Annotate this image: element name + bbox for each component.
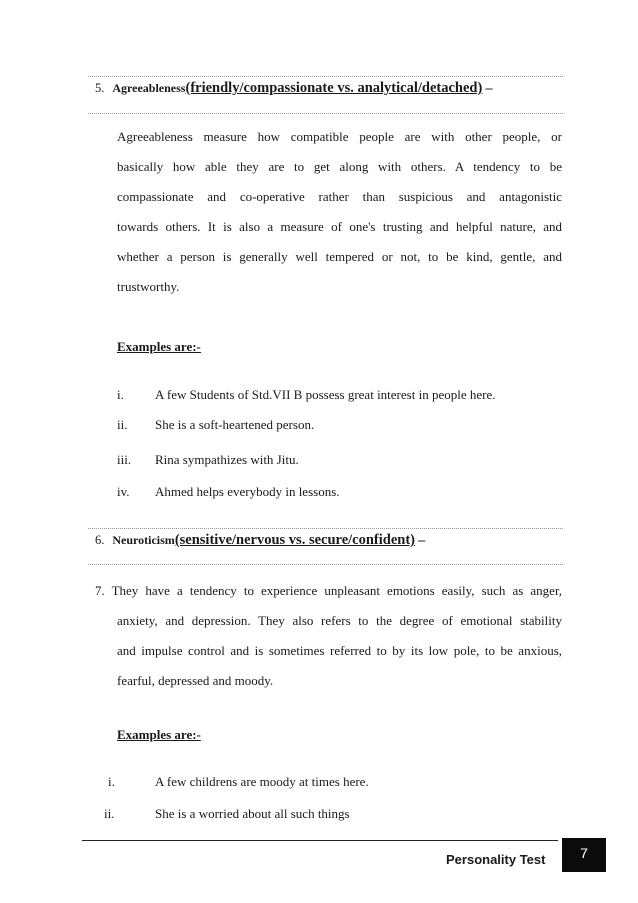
footer-title: Personality Test: [446, 852, 546, 867]
paragraph-line: fearful, depressed and moody.: [117, 673, 274, 688]
example-text: Ahmed helps everybody in lessons.: [155, 484, 340, 499]
footer-rule: [82, 840, 558, 841]
section-6-dash: –: [418, 533, 426, 548]
section-7-examples-label: Examples are:-: [117, 727, 201, 742]
section-5-dash: –: [485, 81, 493, 96]
section-5-number: 5.: [95, 81, 105, 95]
paragraph-line: basically how able they are to get along with others. A tendency to be: [117, 159, 562, 174]
example-text: Rina sympathizes with Jitu.: [155, 452, 299, 467]
example-number: iv.: [117, 484, 130, 499]
section-7-number: 7.: [95, 583, 105, 598]
divider-top: [88, 76, 563, 77]
section-5-term: Agreeableness: [112, 81, 186, 95]
paragraph-line: anxiety, and depression. They also refers to the degree of emotional stability: [117, 613, 562, 628]
divider-above-6: [88, 528, 563, 529]
section-6-heading: [95, 532, 425, 549]
section-6-description: (sensitive/nervous vs. secure/confident): [174, 532, 415, 548]
section-7-paragraph: [95, 576, 562, 696]
section-5-examples-label: Examples are:-: [117, 339, 201, 354]
paragraph-line: towards others. It is also a measure of one's trusting and helpful nature, and: [117, 219, 562, 234]
page-number-badge: 7: [562, 838, 606, 872]
divider-under-5: [88, 113, 563, 114]
example-number: ii.: [104, 806, 115, 821]
paragraph-line: Agreeableness measure how compatible people are with other people, or: [117, 129, 562, 144]
section-6-number: 6.: [95, 533, 105, 547]
section-6-term: Neuroticism: [112, 533, 175, 547]
paragraph-line: 7. They have a tendency to experience unpleasant emotions easily, such as anger,: [95, 583, 562, 598]
example-number: i.: [117, 387, 124, 402]
paragraph-line: whether a person is generally well tempered or not, to be kind, gentle, and: [117, 249, 562, 264]
example-number: ii.: [117, 417, 128, 432]
divider-under-6: [88, 564, 563, 565]
example-text: She is a worried about all such things: [155, 806, 350, 821]
paragraph-line: trustworthy.: [117, 279, 180, 294]
paragraph-line: compassionate and co-operative rather than suspicious and antagonistic: [117, 189, 562, 204]
section-5-paragraph: [117, 122, 562, 302]
section-5-heading: [95, 80, 492, 97]
example-number: i.: [108, 774, 115, 789]
example-text: A few Students of Std.VII B possess great interest in people here.: [155, 387, 496, 402]
example-text: She is a soft-heartened person.: [155, 417, 315, 432]
paragraph-line: and impulse control and is sometimes referred to by its low pole, to be anxious,: [117, 643, 562, 658]
example-number: iii.: [117, 452, 132, 467]
section-5-description: (friendly/compassionate vs. analytical/detached): [185, 80, 483, 96]
example-text: A few childrens are moody at times here.: [155, 774, 369, 789]
